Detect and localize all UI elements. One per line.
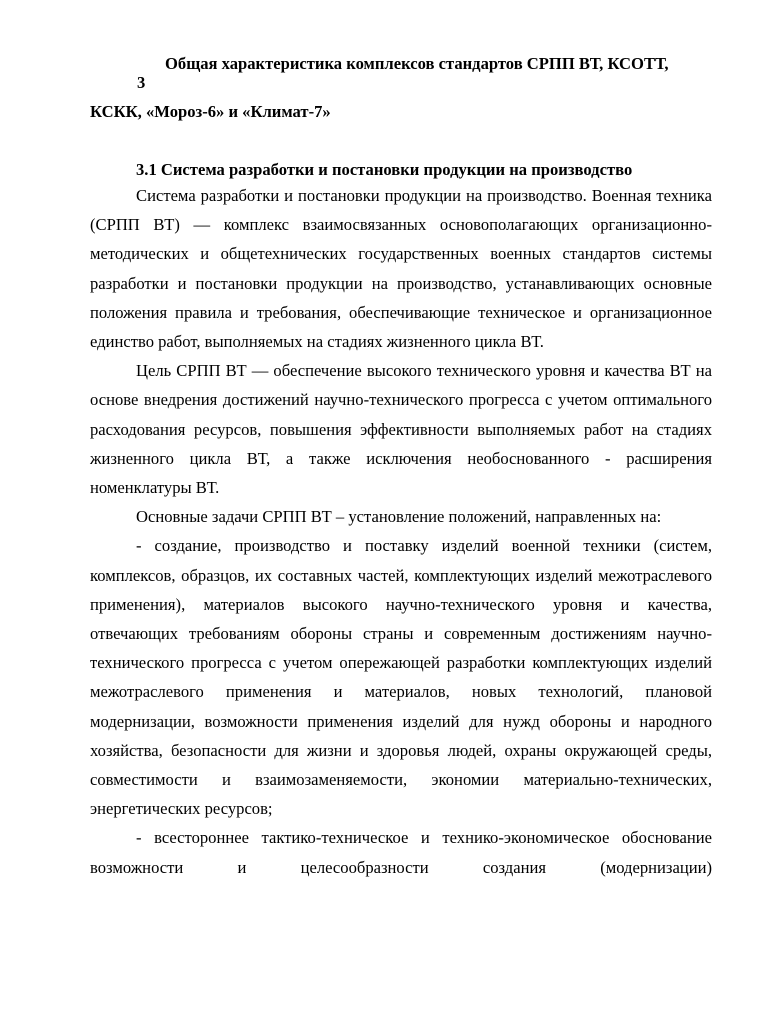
title-line-2: 3 xyxy=(137,73,146,92)
title-line-1: Общая характеристика комплексов стандартов СРПП ВТ, КСОТТ, xyxy=(165,54,669,73)
section-heading: 3.1 Система разработки и постановки продукции на производство xyxy=(136,160,633,179)
paragraph-5: - всестороннее тактико-техническое и технико-экономическое обоснование возможности и целесообразности создания (модернизации) xyxy=(90,828,712,877)
paragraph-2: Цель СРПП ВТ — обеспечение высокого технического уровня и качества ВТ на основе внедрения достижений научно-технического прогресса с учетом оптимального расходования ресурсов, повышения эффективности выполняемых работ на стадиях жизненного цикла ВТ, а также исключения необоснованного - расширения номенклатуры ВТ. xyxy=(90,361,712,498)
title-line-3: КСКК, «Мороз-6» и «Климат-7» xyxy=(90,102,331,121)
paragraph-1: Система разработки и постановки продукции на производство. Военная техника (СРПП ВТ) — комплекс взаимосвязанных основополагающих организационно-методических и общетехнических государственных военных стандартов системы разработки и постановки продукции на производство, устанавливающих основные положения правила и требования, обеспечивающие техническое и организационное единство работ, выполняемых на стадиях жизненного цикла ВТ. xyxy=(90,186,712,352)
body-text xyxy=(90,181,712,882)
paragraph-4: - создание, производство и поставку изделий военной техники (систем, комплексов, образцов, их составных частей, комплектующих изделий межотраслевого применения), материалов высокого научно-технического уровня и качества, отвечающих требованиям обороны страны и современным достижениям научно-технического прогресса с учетом опережающей разработки комплектующих изделий межотраслевого применения и материалов, новых технологий, плановой модернизации, возможности применения изделий для нужд обороны и народного хозяйства, безопасности для жизни и здоровья людей, охраны окружающей среды, совместимости и взаимозаменяемости, экономии материально-технических, энергетических ресурсов; xyxy=(90,536,712,819)
paragraph-3: Основные задачи СРПП ВТ – установление положений, направленных на: xyxy=(136,507,662,527)
